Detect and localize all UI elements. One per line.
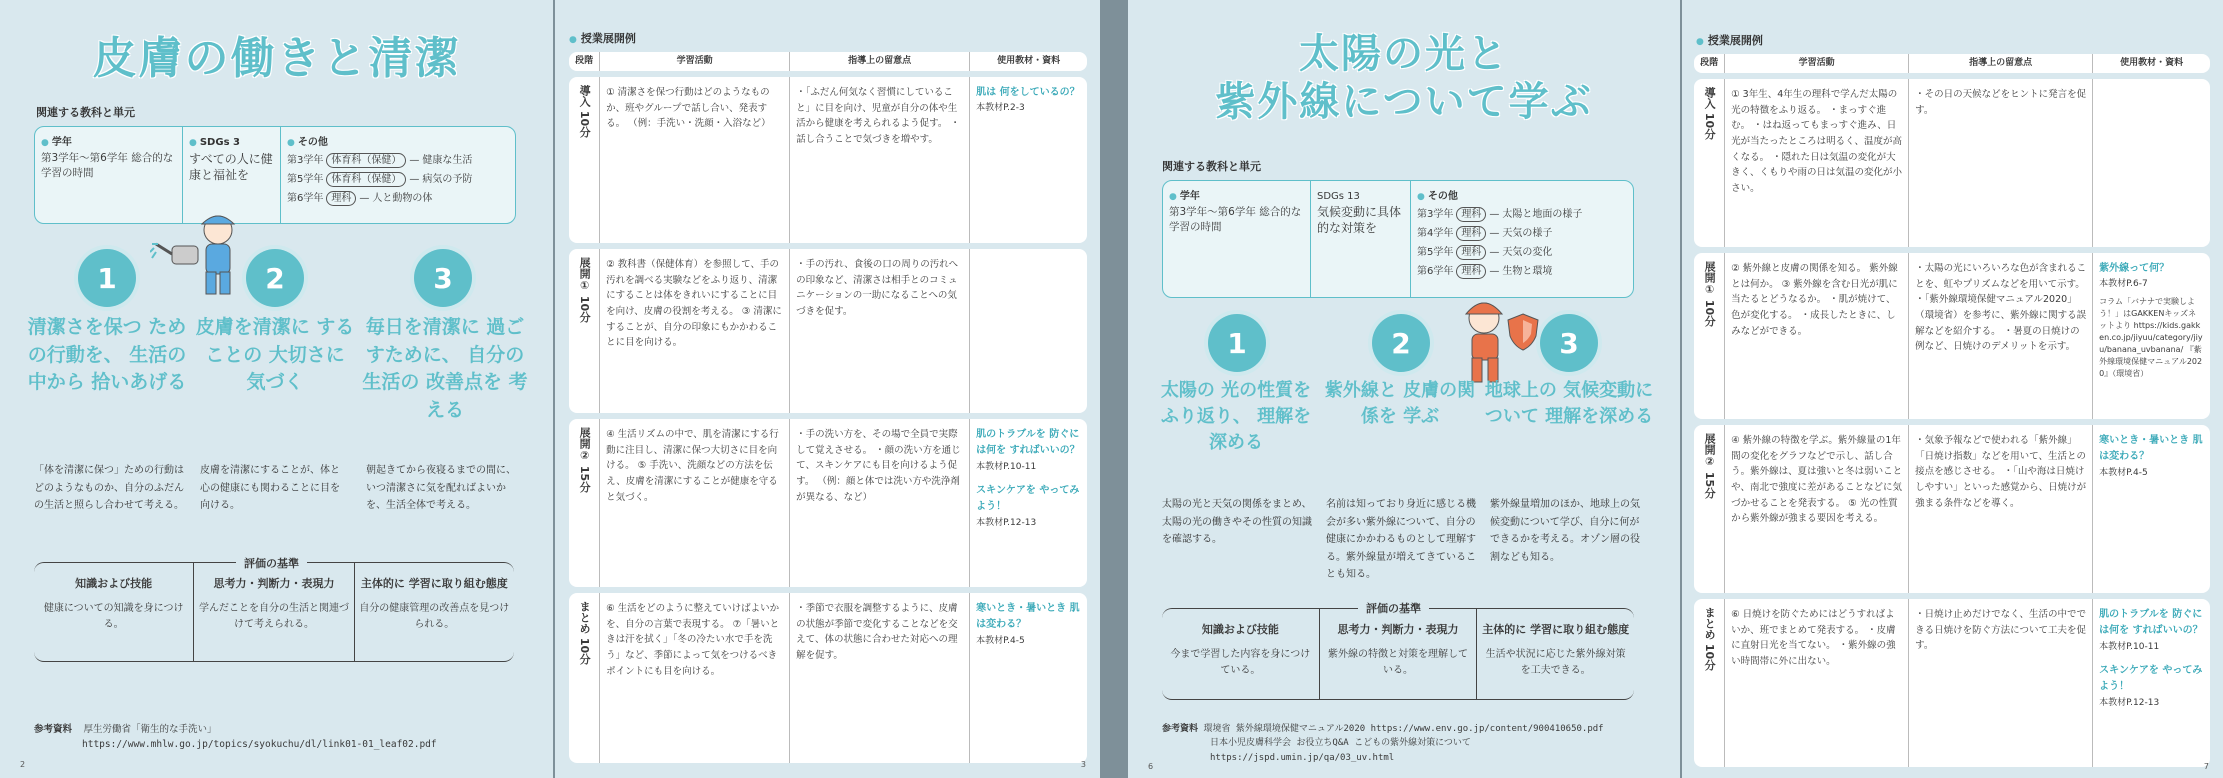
material-cell <box>2093 253 2210 419</box>
goal-heading: 紫外線と 皮膚の関係を 学ぶ <box>1324 380 1476 428</box>
references <box>1162 722 1672 765</box>
material-page: 本教材P.12-13 <box>976 517 1037 528</box>
table-row <box>569 593 1087 763</box>
phase-label: 展開① 10分 <box>578 256 592 322</box>
eval-text: 今まで学習した内容を身につけている。 <box>1170 648 1311 676</box>
phase-label: 導入 10分 <box>1703 86 1717 139</box>
sdgs-text: すべての人に健康と福祉を <box>189 151 273 182</box>
material-page: 本教材P.6-7 <box>2099 279 2148 290</box>
eval-text: 生活や状況に応じた紫外線対策を工夫できる。 <box>1485 648 1626 676</box>
sdgs-label: ● SDGs 3 <box>189 135 274 151</box>
references <box>34 722 534 752</box>
sdgs-label: SDGs 13 <box>1317 191 1360 202</box>
other-item: 第5学年 理科 — 天気の変化 <box>1417 246 1553 258</box>
eval-heading: 思考力・判断力・表現力 <box>1337 623 1459 636</box>
activity-cell: ① 清潔さを保つ行動はどのようなものか、班やグループで話し合い、発表する。 （例：手洗い・洗顔・入浴など） <box>600 77 790 243</box>
evaluation-criteria <box>1162 608 1634 700</box>
page-number: 6 <box>1148 762 1154 771</box>
lesson-plan-table <box>569 46 1087 769</box>
phase-label: まとめ 10分 <box>578 600 592 664</box>
page-lesson-plan-uv <box>1682 0 2223 778</box>
goal-description: 名前は知っており身近に感じる機会が多い紫外線について、自分の健康にかかわるものとして理解する。紫外線量が増えてきていることも知る。 <box>1326 499 1476 580</box>
goal-description: 皮膚を清潔にすることが、体と心の健康にも関わることに目を向ける。 <box>200 465 340 511</box>
grade-text: 第3学年〜第6学年 総合的な学習の時間 <box>41 151 174 180</box>
activity-cell: ⑥ 日焼けを防ぐためにはどうすればよいか、班でまとめて発表する。 ・皮膚に直射日光を当てない。 ・紫外線の強い時間帯に外に出ない。 <box>1725 599 1909 767</box>
ref-label: 参考資料 <box>1162 724 1199 734</box>
shield-icon <box>1506 312 1540 352</box>
page-title <box>1128 30 1680 126</box>
material-cell <box>970 593 1087 763</box>
column-header: 使用教材・資料 <box>970 52 1087 71</box>
goal-number: 1 <box>78 249 136 307</box>
material-title: 寒いとき・暑いとき 肌は変わる？ <box>2099 434 2203 463</box>
title-line: 紫外線について学ぶ <box>1215 79 1593 125</box>
eval-text: 健康についての知識を身につける。 <box>43 602 184 630</box>
goal-heading: 太陽の 光の性質を ふり返り、 理解を深める <box>1160 380 1312 454</box>
other-item: 第3学年 理科 — 太陽と地面の様子 <box>1417 208 1583 220</box>
column-header: 指導上の留意点 <box>1909 54 2093 73</box>
material-title: 肌のトラブルを 防ぐには何を すればいいの？ <box>2099 608 2203 637</box>
material-page: 本教材P.10-11 <box>2099 641 2160 652</box>
activity-cell: ② 紫外線と皮膚の関係を知る。 紫外線とは何か。 ③ 紫外線を含む日光が肌に当たるとどうなるか。 ・肌が焼けて、色が変化する。 ・成長したときに、しみなどができる。 <box>1725 253 1909 419</box>
activity-cell: ④ 生活リズムの中で、肌を清潔にする行動に注目し、清潔に保つ大切さに目を向ける。 ⑤ 手洗い、洗顔などの方法を伝え、皮膚を清潔にすることが健康を守ると気づく。 <box>600 419 790 587</box>
table-row <box>1694 253 2210 419</box>
page-skin-cleanliness <box>0 0 553 778</box>
material-page: 本教材P.12-13 <box>2099 697 2160 708</box>
page-number: 2 <box>20 760 26 769</box>
page-lesson-plan-skin <box>555 0 1100 778</box>
material-cell <box>970 77 1087 243</box>
material-title: 紫外線って何？ <box>2099 262 2170 274</box>
table-row <box>569 419 1087 587</box>
eval-text: 学んだことを自分の生活と関連づけて考えられる。 <box>198 602 349 630</box>
goal-number: 1 <box>1208 314 1266 372</box>
watering-can-child-icon <box>150 204 260 304</box>
material-cell <box>970 419 1087 587</box>
material-cell <box>2093 425 2210 593</box>
other-item: 第4学年 理科 — 天気の様子 <box>1417 227 1553 239</box>
note-cell: ・その日の天候などをヒントに発言を促す。 <box>1909 79 2093 247</box>
phase-label: 展開② 15分 <box>1703 432 1717 498</box>
eval-heading: 主体的に 学習に取り組む態度 <box>360 577 508 590</box>
note-cell: ・手の汚れ、食後の口の周りの汚れへの印象など、清潔さは相手とのコミュニケーションの一助になることへの気づきを促す。 <box>790 249 970 413</box>
goal-description: 朝起きてから夜寝るまでの間に、いつ清潔さに気を配ればよいかを、生活全体で考える。 <box>366 465 516 511</box>
column-header: 使用教材・資料 <box>2093 54 2210 73</box>
table-header <box>1694 54 2210 73</box>
ref-url[interactable]: https://www.mhlw.go.jp/topics/syokuchu/dl/link01-01_leaf02.pdf <box>82 739 437 751</box>
note-cell: ・「ふだん何気なく習慣にしていること」に目を向け、児童が自分の体や生活から健康を考えられるよう促す。 ・話し合うことで気づきを増やす。 <box>790 77 970 243</box>
phase-label: 導入 10分 <box>578 84 592 137</box>
table-row <box>569 249 1087 413</box>
evaluation-title: 評価の基準 <box>1358 600 1429 616</box>
goal-number: 2 <box>246 249 304 307</box>
grade-label: ● 学年 <box>41 135 176 151</box>
other-item: 第6学年 理科 — 生物と環境 <box>1417 265 1553 277</box>
related-heading: 関連する教科と単元 <box>1162 160 1261 173</box>
activity-cell: ② 教科書（保健体育）を参照して、手の汚れを調べる実験などをふり返り、清潔にすることは体をきれいにすることに目を向け、皮膚の役割を考える。 ③ 清潔にすることが、自分の印象にもかかわることに目を向ける。 <box>600 249 790 413</box>
evaluation-title: 評価の基準 <box>236 555 307 571</box>
grade-label: ● 学年 <box>1169 189 1304 205</box>
title-line: 太陽の光と <box>1299 31 1509 77</box>
note-cell: ・太陽の光にいろいろな色が含まれることを、虹やプリズムなどを用いて示す。 ・「紫外線環境保健マニュアル2020」（環境省）を参考に、紫外線に関する誤解などを紹介する。 ・暑夏の日焼けの例など、日焼けのデメリットを示す。 <box>1909 253 2093 419</box>
lesson-plan-heading: ● 授業展開例 <box>1696 32 1763 48</box>
related-box <box>34 126 516 224</box>
material-title: スキンケアを やってみよう！ <box>2099 664 2203 693</box>
goal-heading: 皮膚を清潔に することの 大切さに 気づく <box>195 316 355 394</box>
goal-heading: 毎日を清潔に 過ごすために、 自分の生活の 改善点を 考える <box>362 316 528 421</box>
column-header: 学習活動 <box>1725 54 1909 73</box>
note-cell: ・手の洗い方を、その場で全員で実際して覚えさせる。 ・顔の洗い方を通じて、スキンケアにも目を向けるよう促す。 （例：顔と体では洗い方や洗浄剤が異なる、など） <box>790 419 970 587</box>
eval-text: 自分の健康管理の改善点を見つけられる。 <box>359 602 510 630</box>
table-row <box>569 77 1087 243</box>
goal-description: 太陽の光と天気の関係をまとめ、太陽の光の働きやその性質の知識を確認する。 <box>1162 499 1312 545</box>
ref-url[interactable]: https://jspd.umin.jp/qa/03_uv.html <box>1210 752 1395 763</box>
page-sun-uv <box>1128 0 1680 778</box>
material-cell <box>2093 599 2210 767</box>
material-note: コラム「バナナで実験しよう！」はGAKKENキッズネットより https://kids.gakken.co.jp/jiyuu/category/jiyu/banana_uvbanana/ 『紫外線環境保健マニュアル2020』（環境省） <box>2099 297 2203 379</box>
eval-heading: 思考力・判断力・表現力 <box>213 577 335 590</box>
material-page: 本教材P.10-11 <box>976 461 1037 472</box>
page-number: 3 <box>1080 760 1086 769</box>
ref-text: 環境省 紫外線環境保健マニュアル2020 https://www.env.go.jp/content/900410650.pdf <box>1203 724 1604 734</box>
eval-heading: 知識および技能 <box>75 577 153 590</box>
evaluation-criteria <box>34 562 514 662</box>
eval-text: 紫外線の特徴と対策を理解している。 <box>1328 648 1468 676</box>
material-cell <box>970 249 1087 413</box>
material-page: 本教材P.4-5 <box>2099 467 2148 478</box>
table-header <box>569 52 1087 71</box>
other-label: ● その他 <box>1417 189 1627 205</box>
phase-label: 展開② 15分 <box>578 426 592 492</box>
material-title: 肌のトラブルを 防ぐには何を すればいいの？ <box>976 428 1080 457</box>
material-page: 本教材P.2-3 <box>976 103 1025 114</box>
goal-heading: 地球上の 気候変動に ついて 理解を深める <box>1484 380 1654 428</box>
sdgs-text: 気候変動に具体的な対策を <box>1317 205 1402 236</box>
other-item: 第5学年 体育科（保健） — 病気の予防 <box>287 173 473 185</box>
material-title: スキンケアを やってみよう！ <box>976 484 1080 513</box>
table-row <box>1694 599 2210 767</box>
goal-description: 紫外線量増加のほか、地球上の気候変動について学び、自分に何ができるかを考える。オゾン層の役割なども知る。 <box>1490 499 1640 563</box>
related-box <box>1162 180 1634 298</box>
page-title: 皮膚の働きと清潔 <box>92 33 461 84</box>
activity-cell: ⑥ 生活をどのように整えていけばよいかを、自分の言葉で表現する。 ⑦「暑いときは汗を拭く」「冬の冷たい水で手を洗う」など、季節によって気をつけるべきポイントにも目を向ける。 <box>600 593 790 763</box>
goal-heading: 清潔さを保つ ための行動を、 生活の中から 拾いあげる <box>27 316 187 394</box>
material-page: 本教材P.4-5 <box>976 635 1025 646</box>
other-label: ● その他 <box>287 135 509 151</box>
eval-heading: 知識および技能 <box>1201 623 1279 636</box>
column-header: 段階 <box>569 52 600 71</box>
activity-cell: ④ 紫外線の特徴を学ぶ。紫外線量の1年間の変化をグラフなどで示し、話し合う。紫外線は、夏は強いと冬は弱いことや、南北で強度に差があることなどに気づかせることを発表する。 ⑤ 光の性質から紫外線が強まる要因を考える。 <box>1725 425 1909 593</box>
column-header: 段階 <box>1694 54 1725 73</box>
ref-text: 厚生労働省「衛生的な手洗い」 <box>83 724 217 735</box>
phase-label: まとめ 10分 <box>1703 606 1717 670</box>
note-cell: ・日焼け止めだけでなく、生活の中でできる日焼けを防ぐ方法について工夫を促す。 <box>1909 599 2093 767</box>
activity-cell: ① 3年生、4年生の理科で学んだ太陽の光の特徴をふり返る。 ・まっすぐ進む。 ・はね返ってもまっすぐ進み、日光が当たったところは明るく、温度が高くなる。 ・隠れた日は気温の変化が大きく、くもりや雨の日は気温の変化が小さい。 <box>1725 79 1909 247</box>
other-item: 第3学年 体育科（保健） — 健康な生活 <box>287 154 473 166</box>
eval-heading: 主体的に 学習に取り組む態度 <box>1482 623 1630 636</box>
table-row <box>1694 425 2210 593</box>
note-cell: ・気象予報などで使われる「紫外線」「日焼け指数」などを用いて、生活との接点を感じさせる。 ・「山や海は日焼けしやすい」といった感覚から、日焼けが強まる条件などを導く。 <box>1909 425 2093 593</box>
material-cell <box>2093 79 2210 247</box>
table-row <box>1694 79 2210 247</box>
goal-number: 3 <box>414 249 472 307</box>
goal-number: 3 <box>1540 314 1598 372</box>
goal-description: 「体を清潔に保つ」ための行動はどのようなものか、自分のふだんの生活と照らし合わせて考える。 <box>34 465 184 511</box>
phase-label: 展開① 10分 <box>1703 260 1717 326</box>
ref-label: 参考資料 <box>34 724 73 735</box>
related-heading: 関連する教科と単元 <box>36 106 135 119</box>
grade-text: 第3学年〜第6学年 総合的な学習の時間 <box>1169 205 1302 234</box>
column-header: 学習活動 <box>600 52 790 71</box>
material-title: 寒いとき・暑いとき 肌は変わる？ <box>976 602 1080 631</box>
ref-text: 日本小児皮膚科学会 お役立ちQ&A こどもの紫外線対策について <box>1210 738 1471 749</box>
other-item: 第6学年 理科 — 人と動物の体 <box>287 192 433 204</box>
material-title: 肌は 何をしているの？ <box>976 86 1080 98</box>
page-number: 7 <box>2203 762 2209 771</box>
column-header: 指導上の留意点 <box>790 52 970 71</box>
note-cell: ・季節で衣服を調整するように、皮膚の状態が季節で変化することなどを交えて、体の状態に合わせた対応への理解を促す。 <box>790 593 970 763</box>
lesson-plan-heading: ● 授業展開例 <box>569 30 636 46</box>
lesson-plan-table <box>1694 48 2210 773</box>
goal-number: 2 <box>1372 314 1430 372</box>
